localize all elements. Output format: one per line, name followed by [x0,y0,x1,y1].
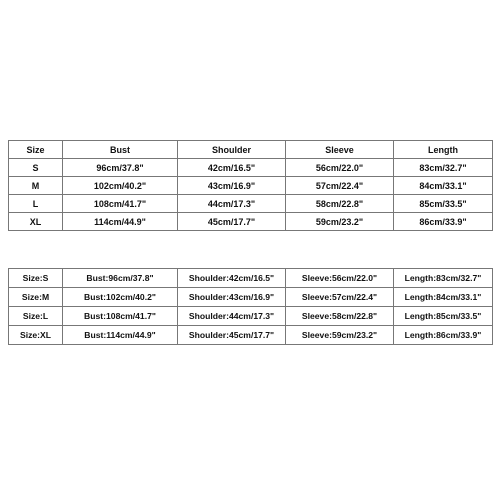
cell-sleeve: 56cm/22.0" [286,159,394,177]
cell-bust: Bust:96cm/37.8" [63,269,178,288]
cell-length: Length:84cm/33.1" [394,288,493,307]
cell-size: Size:M [9,288,63,307]
cell-shoulder: 43cm/16.9" [178,177,286,195]
table-row [9,159,493,177]
cell-sleeve: Sleeve:58cm/22.8" [286,307,394,326]
cell-size: M [9,177,63,195]
cell-bust: 102cm/40.2" [63,177,178,195]
table-row [9,213,493,231]
header-sleeve: Sleeve [286,141,394,159]
cell-size: Size:S [9,269,63,288]
header-bust: Bust [63,141,178,159]
cell-bust: 96cm/37.8" [63,159,178,177]
cell-size: Size:XL [9,326,63,345]
cell-sleeve: Sleeve:57cm/22.4" [286,288,394,307]
table-row [9,195,493,213]
table-row [9,307,493,326]
size-table-header-format [8,140,493,231]
cell-bust: 108cm/41.7" [63,195,178,213]
cell-sleeve: Sleeve:59cm/23.2" [286,326,394,345]
cell-sleeve: Sleeve:56cm/22.0" [286,269,394,288]
header-shoulder: Shoulder [178,141,286,159]
cell-shoulder: Shoulder:43cm/16.9" [178,288,286,307]
cell-length: 83cm/32.7" [394,159,493,177]
cell-length: 86cm/33.9" [394,213,493,231]
cell-size: Size:L [9,307,63,326]
cell-shoulder: 42cm/16.5" [178,159,286,177]
cell-size: XL [9,213,63,231]
cell-size: S [9,159,63,177]
table-row [9,269,493,288]
table-row [9,288,493,307]
cell-bust: Bust:102cm/40.2" [63,288,178,307]
cell-sleeve: 59cm/23.2" [286,213,394,231]
cell-shoulder: Shoulder:42cm/16.5" [178,269,286,288]
cell-sleeve: 58cm/22.8" [286,195,394,213]
cell-shoulder: 44cm/17.3" [178,195,286,213]
size-table-labeled-format [8,268,493,345]
table-row [9,326,493,345]
header-length: Length [394,141,493,159]
cell-length: Length:83cm/32.7" [394,269,493,288]
cell-shoulder: Shoulder:44cm/17.3" [178,307,286,326]
table-row [9,177,493,195]
cell-shoulder: Shoulder:45cm/17.7" [178,326,286,345]
header-size: Size [9,141,63,159]
cell-length: Length:85cm/33.5" [394,307,493,326]
cell-length: 85cm/33.5" [394,195,493,213]
cell-bust: Bust:108cm/41.7" [63,307,178,326]
cell-size: L [9,195,63,213]
cell-length: Length:86cm/33.9" [394,326,493,345]
cell-shoulder: 45cm/17.7" [178,213,286,231]
cell-length: 84cm/33.1" [394,177,493,195]
cell-bust: Bust:114cm/44.9" [63,326,178,345]
table-header-row [9,141,493,159]
cell-bust: 114cm/44.9" [63,213,178,231]
cell-sleeve: 57cm/22.4" [286,177,394,195]
